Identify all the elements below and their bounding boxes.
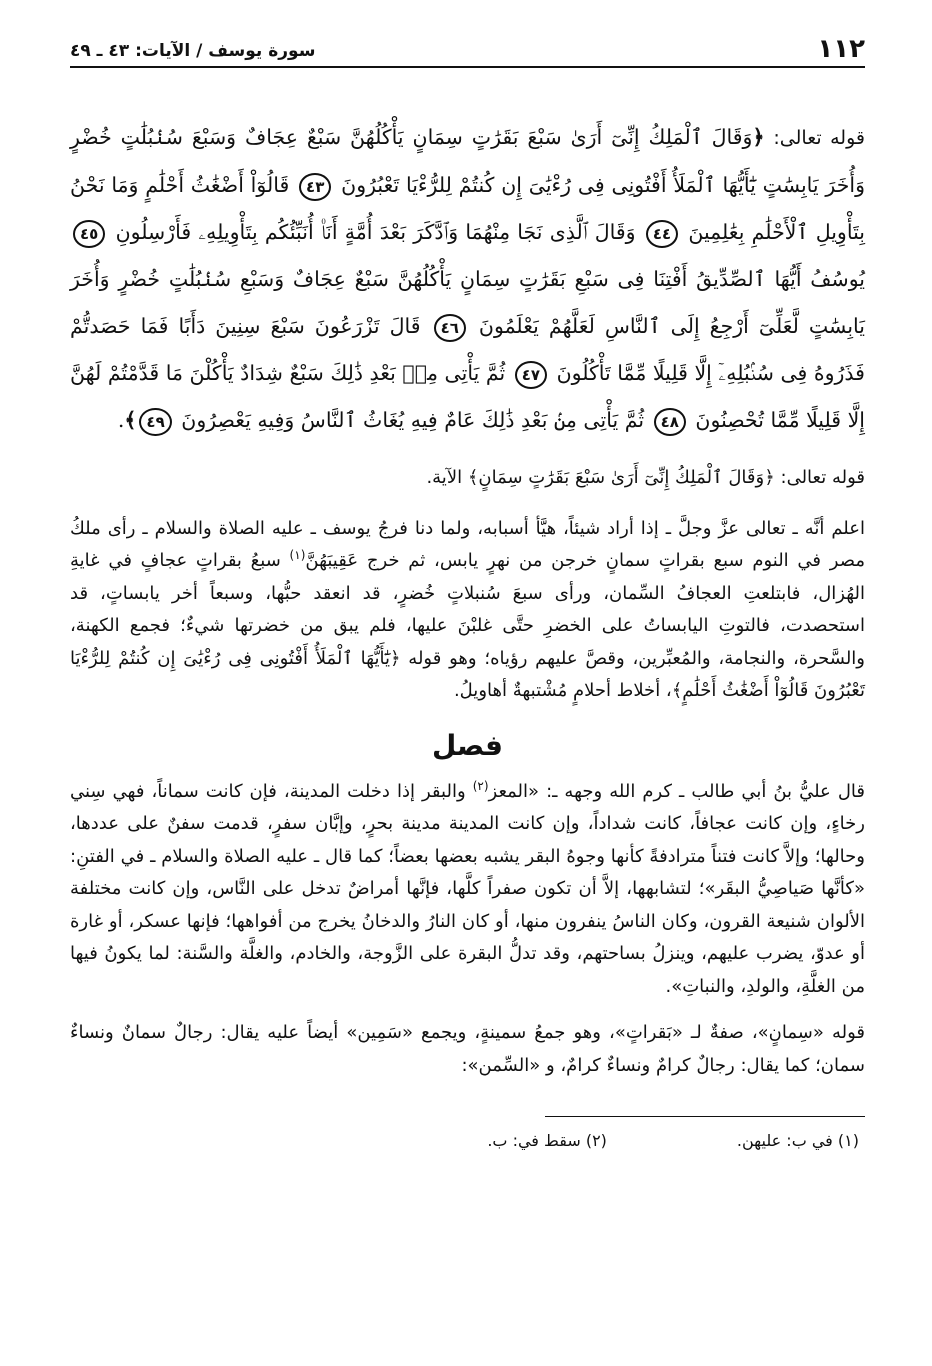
ayah-number-marker: ٤٦	[434, 314, 466, 342]
ayah-number-marker: ٤٧	[515, 361, 547, 389]
section-title: فصل	[432, 728, 503, 762]
footnotes	[70, 1131, 865, 1150]
footnote-ref-1: (١)	[289, 548, 306, 562]
ayah-number-marker: ٤٤	[646, 220, 678, 248]
page-number: ١١٢	[817, 34, 865, 64]
grammar-paragraph: قوله «سِمانٍ»، صفةٌ لـ «بَقراتٍ»، وهو جمعُ سمينةٍ، ويجمع «سَمِين» أيضاً عليه يقال: رجالٌ سمانٌ ونساءٌ سمان؛ كما يقال: رجالٌ كرامٌ ونساءٌ كرامٌ، و «السِّمن»:	[70, 1022, 865, 1076]
quote-lead: قوله تعالى:	[780, 467, 865, 488]
footnote-ref-2: (٢)	[472, 778, 489, 793]
book-page	[70, 30, 865, 1340]
paragraph-text: اعلم أنَّه ـ تعالى عزَّ وجلَّ ـ إذا أراد شيئاً، هيَّأ أسبابه، ولما دنا فرجُ يوسف ـ عليه الصلاة والسلام ـ رأى ملكُ مصر في النوم سبع بقراتٍ سمانٍ خرجن من نهرٍ يابس، ثم خرج عَقِيبَهُنَّ	[70, 517, 865, 571]
quran-lead: قوله تعالى:	[773, 127, 865, 149]
quote-paragraph	[70, 462, 865, 495]
verse-text: ثُمَّ يَأْتِى مِنۢ بَعْدِ ذَٰلِكَ سَبْعٌ شِدَادٌ يَأْكُلْنَ مَا قَدَّمْتُمْ لَهُنَّ إِلَّا قَلِيلًا مِّمَّا تُحْصِنُونَ	[70, 361, 865, 432]
verse-text: وَقَالَ ٱلْمَلِكُ إِنِّىٓ أَرَىٰ سَبْعَ بَقَرَٰتٍ سِمَانٍ يَأْكُلُهُنَّ سَبْعٌ عِجَافٌ وَسَبْعَ سُنۢبُلَٰتٍ خُضْرٍ وَأُخَرَ يَابِسَٰتٍ يَٰٓأَيُّهَا ٱلْمَلَأُ أَفْتُونِى فِى رُءْيَٰىَ إِن كُنتُمْ لِلرُّءْيَا تَعْبُرُونَ	[70, 125, 865, 197]
footnote-2: (٢) سقط في: ب.	[487, 1131, 607, 1150]
page-header	[70, 30, 865, 68]
paragraph-text: سبعُ بقراتٍ عجافٍ في غايةِ الهُزال، فابتلعتِ العجافُ السِّمان، ورأى سبعَ سُنبلاتٍ خُضرٍ، قد انعقد حبُّها، وسبعاً أخر يابساتٍ، قد استحصدت، فالتوتِ اليابساتُ على الخضرِ حتَّى غلبْنَ عليها، فلم يبق من خضرتها شيءٌ؛ فجمع الكهنة، والسَّحرة، والنجامة، والمُعبِّرين، وقصَّ عليهم رؤياه؛ وهو قوله	[70, 550, 866, 669]
open-bracket: ﴿	[752, 125, 765, 149]
ayah-number-marker: ٤٣	[299, 173, 331, 201]
quote-tail: الآية.	[426, 467, 463, 488]
close-bracket: ﴾	[124, 408, 137, 432]
paragraph-text: ، أخلاط أحلامٍ مُشْتبهةٌ أهاويلُ.	[453, 680, 672, 701]
paragraph-text: قال عليُّ بنُ أبي طالب ـ كرم الله وجهه ـ: «المعز	[488, 780, 865, 802]
quran-verses-block: قوله تعالى: ﴿وَقَالَ ٱلْمَلِكُ إِنِّىٓ أَرَىٰ سَبْعَ بَقَرَٰتٍ سِمَانٍ يَأْكُلُهُنَّ سَبْعٌ عِجَافٌ وَسَبْعَ سُنۢبُلَٰتٍ خُضْرٍ وَأُخَرَ يَابِسَٰتٍ يَٰٓأَيُّهَا ٱلْمَلَأُ أَفْتُونِى فِى رُءْيَٰىَ إِن كُنتُمْ لِلرُّءْيَا تَعْبُرُونَ ٤٣ قَالُوٓاْ أَضْغَٰثُ أَحْلَٰمٍ وَمَا نَحْنُ بِتَأْوِيلِ ٱلْأَحْلَٰمِ بِعَٰلِمِينَ ٤٤ وَقَالَ ٱلَّذِى نَجَا مِنْهُمَا وَٱدَّكَرَ بَعْدَ أُمَّةٍ أَنَا۠ أُنَبِّئُكُم بِتَأْوِيلِهِۦ فَأَرْسِلُونِ ٤٥ يُوسُفُ أَيُّهَا ٱلصِّدِّيقُ أَفْتِنَا فِى سَبْعِ بَقَرَٰتٍ سِمَانٍ يَأْكُلُهُنَّ سَبْعٌ عِجَافٌ وَسَبْعِ سُنۢبُلَٰتٍ خُضْرٍ وَأُخَرَ يَابِسَٰتٍ لَّعَلِّىٓ أَرْجِعُ إِلَى ٱلنَّاسِ لَعَلَّهُمْ يَعْلَمُونَ ٤٦ قَالَ تَزْرَعُونَ سَبْعَ سِنِينَ دَأَبًا فَمَا حَصَدتُّمْ فَذَرُوهُ فِى سُنۢبُلِهِۦٓ إِلَّا قَلِيلًا مِّمَّا تَأْكُلُونَ ٤٧ ثُمَّ يَأْتِى مِنۢ بَعْدِ ذَٰلِكَ سَبْعٌ شِدَادٌ يَأْكُلْنَ مَا قَدَّمْتُمْ لَهُنَّ إِلَّا قَلِيلًا مِّمَّا تُحْصِنُونَ ٤٨ ثُمَّ يَأْتِى مِنۢ بَعْدِ ذَٰلِكَ عَامٌ فِيهِ يُغَاثُ ٱلنَّاسُ وَفِيهِ يَعْصِرُونَ ٤٩﴾.	[70, 114, 865, 444]
footnote-divider	[545, 1116, 865, 1117]
quote-verse: ﴿وَقَالَ ٱلْمَلِكُ إِنِّىٓ أَرَىٰ سَبْعَ بَقَرَٰتٍ سِمَانٍ﴾	[467, 467, 775, 488]
verse-text: قَالُوٓاْ أَضْغَٰثُ أَحْلَٰمٍ وَمَا نَحْنُ بِتَأْوِيلِ ٱلْأَحْلَٰمِ بِعَٰلِمِينَ	[70, 173, 865, 244]
paragraph-text: والبقر إذا دخلت المدينة، فإن كانت سماناً، فهي سِني رخاءٍ، وإن كانت عجافاً، كانت شداداً، وإن كانت المدينة مدينة بحرٍ، وإبَّان سفرٍ، قدمت سفنٌ على عددها، وحالها؛ وإلاَّ كانت فتناً مترادفةً كأنها وجوهُ البقر يشبه بعضها بعضاً؛ كما قال ـ عليه الصلاة والسلام ـ في الفتنِ: «كأنَّها صَياصِيُّ البقَر»؛ لتشابهها، إلاَّ أن تكون صفراً كلَّها، فإنَّها أمراضٌ تدخل على النَّاس، وإن كانت مختلفة الألوان شنيعة القرون، وكان الناسُ ينفرون منها، أو كان النارُ والدخانُ يخرج من أفواهها؛ فإنها عسكر، أو غارة أو عدوّ، يضرب عليهم، وينزلُ بساحتهم، وقد تدلُّ البقرة على الزَّوجة، والخادم، والغلَّة والسَّنة: لما يكونُ فيها من الغلَّةِ، والولدِ، والنباتِ».	[70, 780, 865, 997]
commentary-paragraph	[70, 513, 865, 708]
verse-text: وَقَالَ ٱلَّذِى نَجَا مِنْهُمَا وَٱدَّكَرَ بَعْدَ أُمَّةٍ أَنَا۠ أُنَبِّئُكُم بِتَأْوِيلِهِۦ فَأَرْسِلُونِ	[115, 220, 636, 244]
running-title: سورة يوسف / الآيات: ٤٣ ـ ٤٩	[70, 41, 316, 61]
footnote-1: (١) في ب: عليهن.	[736, 1131, 859, 1150]
ayah-number-marker: ٤٩	[139, 408, 171, 436]
section-paragraph	[70, 776, 865, 1004]
verse-text: قَالَ تَزْرَعُونَ سَبْعَ سِنِينَ دَأَبًا فَمَا حَصَدتُّمْ فَذَرُوهُ فِى سُنۢبُلِهِۦٓ إِلَّا قَلِيلًا مِّمَّا تَأْكُلُونَ	[70, 314, 865, 385]
verse-text: ثُمَّ يَأْتِى مِنۢ بَعْدِ ذَٰلِكَ عَامٌ فِيهِ يُغَاثُ ٱلنَّاسُ وَفِيهِ يَعْصِرُونَ	[181, 408, 645, 432]
inline-verse: ﴿يَٰٓأَيُّهَا ٱلْمَلَأُ أَفْتُونِى فِى رُءْيَٰىَ إِن كُنتُمْ لِلرُّءْيَا تَعْبُرُونَ قَالُوٓاْ أَضْغَٰثُ أَحْلَٰمٍ﴾	[70, 647, 865, 701]
ayah-number-marker: ٤٨	[654, 408, 686, 436]
ayah-number-marker: ٤٥	[73, 220, 105, 248]
verse-text: يُوسُفُ أَيُّهَا ٱلصِّدِّيقُ أَفْتِنَا فِى سَبْعِ بَقَرَٰتٍ سِمَانٍ يَأْكُلُهُنَّ سَبْعٌ عِجَافٌ وَسَبْعِ سُنۢبُلَٰتٍ خُضْرٍ وَأُخَرَ يَابِسَٰتٍ لَّعَلِّىٓ أَرْجِعُ إِلَى ٱلنَّاسِ لَعَلَّهُمْ يَعْلَمُونَ	[70, 267, 865, 338]
